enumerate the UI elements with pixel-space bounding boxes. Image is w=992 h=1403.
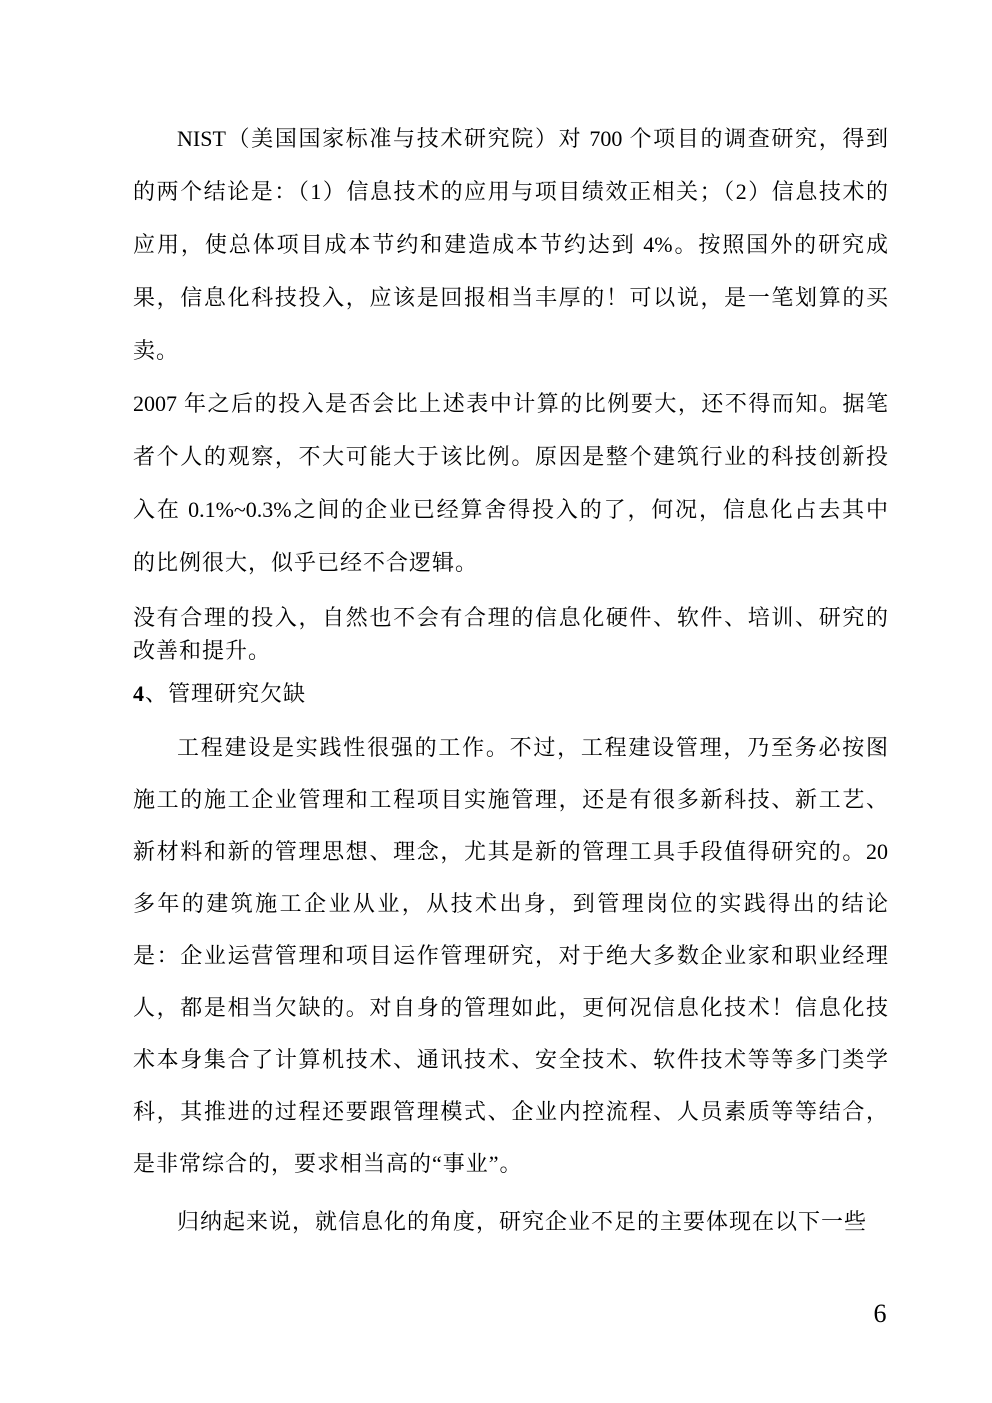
- page-number: 6: [873, 1299, 887, 1328]
- section-heading: [133, 667, 888, 720]
- text-line: 卖。: [133, 338, 180, 363]
- paragraph-nist-survey: [133, 112, 888, 377]
- paragraph-summary-intro: [133, 1196, 888, 1248]
- text-line: 改善和提升。: [133, 638, 272, 663]
- text-line: 多年的建筑施工企业从业，从技术出身，到管理岗位的实践得出的结论: [133, 891, 888, 916]
- text-line: 科，其推进的过程还要跟管理模式、企业内控流程、人员素质等等结合，: [133, 1099, 888, 1124]
- text-line: 归纳起来说，就信息化的角度，研究企业不足的主要体现在以下一些: [177, 1209, 868, 1234]
- text-line: 人，都是相当欠缺的。对自身的管理如此，更何况信息化技术！信息化技: [133, 995, 888, 1020]
- text-line: 施工的施工企业管理和工程项目实施管理，还是有很多新科技、新工艺、: [133, 787, 888, 812]
- text-line: 者个人的观察，不大可能大于该比例。原因是整个建筑行业的科技创新投: [133, 444, 888, 469]
- text-line: 没有合理的投入，自然也不会有合理的信息化硬件、软件、培训、研究的: [133, 605, 888, 630]
- text-line: 是：企业运营管理和项目运作管理研究，对于绝大多数企业家和职业经理: [133, 943, 888, 968]
- text-line: 2007 年之后的投入是否会比上述表中计算的比例要大，还不得而知。据笔: [133, 391, 888, 416]
- section-heading-separator: 、: [145, 681, 169, 706]
- text-line: 新材料和新的管理思想、理念，尤其是新的管理工具手段值得研究的。20: [133, 839, 888, 864]
- text-line: 的比例很大，似乎已经不合逻辑。: [133, 550, 479, 575]
- section-heading-number: 4: [133, 681, 145, 706]
- text-line: 应用，使总体项目成本节约和建造成本节约达到 4%。按照国外的研究成: [133, 232, 888, 257]
- text-line: NIST（美国国家标准与技术研究院）对 700 个项目的调查研究，得到: [177, 126, 888, 151]
- text-line: 术本身集合了计算机技术、通讯技术、安全技术、软件技术等等多门类学: [133, 1047, 888, 1072]
- paragraph-2007-investment: [133, 377, 888, 589]
- text-line: 是非常综合的，要求相当高的“事业”。: [133, 1151, 523, 1176]
- section-heading-title: 管理研究欠缺: [168, 681, 307, 706]
- text-line: 入在 0.1%~0.3%之间的企业已经算舍得投入的了，何况，信息化占去其中: [133, 497, 888, 522]
- text-line: 的两个结论是：（1）信息技术的应用与项目绩效正相关；（2）信息技术的: [133, 179, 888, 204]
- text-block: [133, 0, 888, 1248]
- paragraph-management-research: [133, 722, 888, 1190]
- text-line: 果，信息化科技投入，应该是回报相当丰厚的！可以说，是一笔划算的买: [133, 285, 888, 310]
- paragraph-no-reasonable-investment: [133, 601, 888, 667]
- text-line: 工程建设是实践性很强的工作。不过，工程建设管理，乃至务必按图: [177, 735, 888, 760]
